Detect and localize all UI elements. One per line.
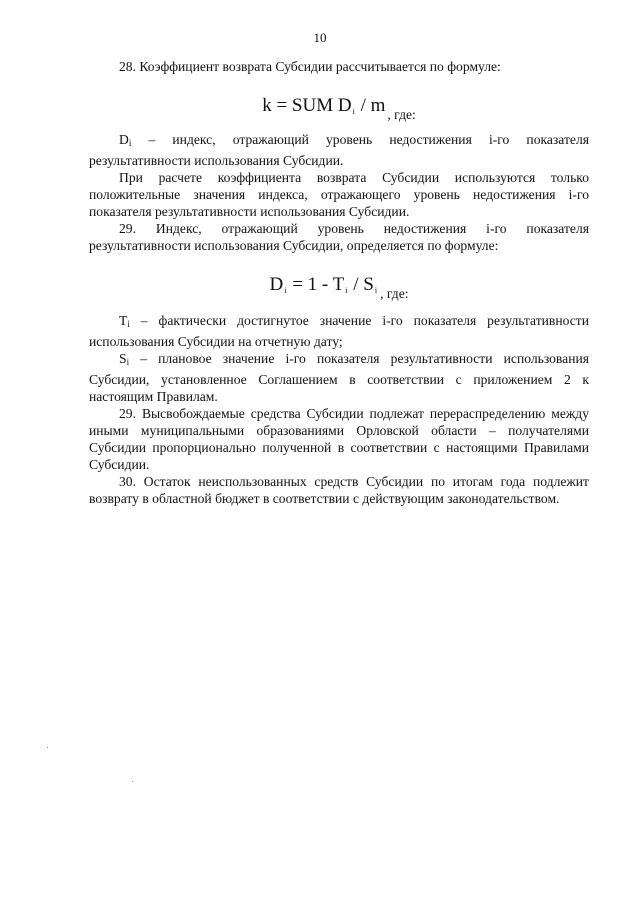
definition-t-sub: i bbox=[127, 319, 130, 329]
definition-t-var: T bbox=[119, 313, 128, 328]
page-number: 10 bbox=[313, 30, 327, 45]
formula-d-part3: / S bbox=[348, 274, 374, 295]
definition-s-text: – плановое значение i-го показателя результативности использования Субсидии, установленное Соглашением в соответствии с приложением 2 к настоящим Правилам. bbox=[89, 351, 589, 404]
formula-k-where: , где: bbox=[387, 107, 416, 122]
paragraph-29-redistribution: 29. Высвобождаемые средства Субсидии подлежат перераспределению между иными муниципальными образованиями Орловской области – получателями Субсидии пропорционально полученной в соответствии с настоящими Правилами Субсидии. bbox=[89, 406, 589, 472]
definition-d-var: D bbox=[119, 132, 129, 147]
definition-t-text: – фактически достигнутое значение i-го показателя результативности использования Субсидии на отчетную дату; bbox=[89, 313, 589, 349]
definition-d-sub: i bbox=[128, 138, 132, 148]
formula-k bbox=[89, 95, 589, 123]
formula-d-sub3: i bbox=[374, 286, 378, 295]
formula-k-rhs: / m bbox=[355, 95, 386, 116]
definition-t bbox=[89, 312, 589, 350]
formula-d-where: , где: bbox=[380, 286, 409, 301]
scan-speck bbox=[132, 781, 133, 782]
scan-speck bbox=[47, 747, 48, 748]
paragraph-29-index: 29. Индекс, отражающий уровень недостижения i-го показателя результативности использования Субсидии, определяется по формуле: bbox=[89, 221, 589, 253]
definition-d-text: – индекс, отражающий уровень недостижения i-го показателя результативности использования Субсидии. bbox=[89, 132, 589, 168]
formula-d-part2: = 1 - T bbox=[287, 274, 345, 295]
definition-s-sub: i bbox=[126, 357, 130, 367]
paragraph-positive-values: При расчете коэффициента возврата Субсидии используются только положительные значения индекса, отражающего уровень недостижения i-го показателя результативности использования Субсидии. bbox=[89, 170, 589, 219]
formula-k-sub: i bbox=[352, 107, 355, 116]
formula-d-part1: D bbox=[269, 274, 284, 295]
formula-k-lhs: k = SUM D bbox=[262, 95, 352, 116]
definition-s-var: S bbox=[119, 351, 127, 366]
definition-s bbox=[89, 350, 589, 405]
definition-d bbox=[89, 131, 589, 169]
formula-d-sub2: i bbox=[345, 286, 348, 295]
document-body bbox=[89, 58, 589, 507]
paragraph-28-intro: 28. Коэффициент возврата Субсидии рассчитывается по формуле: bbox=[119, 59, 501, 74]
paragraph-30-remainder: 30. Остаток неиспользованных средств Субсидии по итогам года подлежит возврату в областной бюджет в соответствии с действующим законодательством. bbox=[89, 474, 589, 506]
formula-d-sub1: i bbox=[284, 286, 287, 295]
formula-d bbox=[89, 274, 589, 302]
